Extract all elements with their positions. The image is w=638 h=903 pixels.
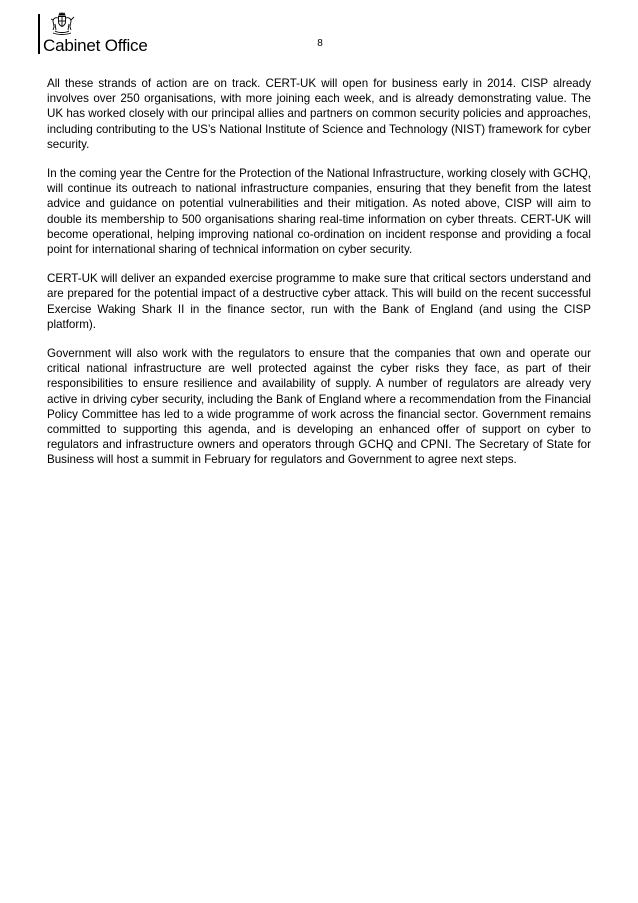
paragraph: CERT-UK will deliver an expanded exercise programme to make sure that critical sectors understand and are prepared for the potential impact of a destructive cyber attack. This will build on the recent successful Exercise Waking Shark II in the finance sector, run with the Bank of England (and using the CISP platform). [47,272,591,331]
paragraph: Government will also work with the regulators to ensure that the companies that own and operate our critical national infrastructure are well protected against the cyber risks they face, as part of their responsibilities to ensure resilience and availability of supply. A number of regulators are already very active in driving cyber security, including the Bank of England where a recommendation from the Financial Policy Committee has led to a wide programme of work across the financial sector. Government remains committed to supporting this agenda, and is developing an enhanced offer of support on cyber to regulators and infrastructure owners and operators through GCHQ and CPNI. The Secretary of State for Business will host a summit in February for regulators and Government to agree next steps. [47,347,591,467]
royal-coat-of-arms-icon [48,12,76,36]
paragraph: All these strands of action are on track. CERT-UK will open for business early in 2014. CISP already involves over 250 organisations, with more joining each week, and is already demonstrating value. The UK has worked closely with our principal allies and partners on common security policies and approaches, including contributing to the US’s National Institute of Science and Technology (NIST) framework for cyber security. [47,77,591,151]
cabinet-office-logo [34,12,174,58]
page-number: 8 [317,38,323,49]
logo-text: Cabinet Office [43,36,148,55]
body-text [47,76,591,482]
paragraph: In the coming year the Centre for the Protection of the National Infrastructure, working closely with GCHQ, will continue its outreach to national infrastructure companies, ensuring that they benefit from the latest advice and guidance on potential vulnerabilities and their mitigation. As noted above, CISP will aim to double its membership to 500 organisations sharing real-time information on cyber threats. CERT-UK will become operational, helping improving national co-ordination on incident response and providing a focal point for international sharing of technical information on cyber security. [47,167,591,257]
logo-bar [38,14,40,54]
